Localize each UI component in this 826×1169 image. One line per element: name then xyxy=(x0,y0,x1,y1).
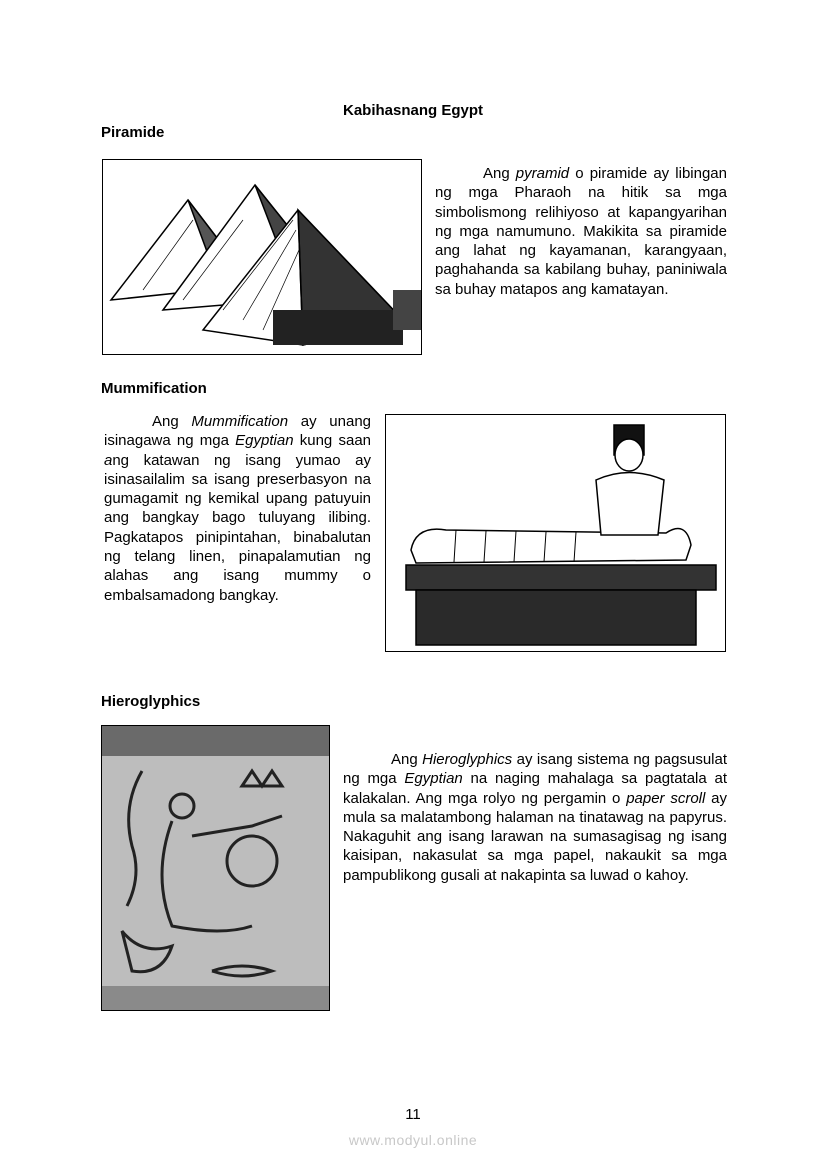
italic-term: paper scroll xyxy=(626,789,706,807)
hieroglyphics-illustration xyxy=(101,725,330,1011)
heading-hieroglyphics: Hieroglyphics xyxy=(101,693,201,710)
text: o piramide ay libingan ng mga Pharaoh na hitik sa mga simbolismong relihiyoso at kapangyarihan ng mga namumuno. Makikita sa piramide ang lahat ng kayamanan, karangyaan, paghahanda sa kabilang buhay, paniniwala sa buhay matapos ang kamatayan. xyxy=(435,165,727,298)
italic-term: Mummification xyxy=(191,413,289,430)
mummification-paragraph xyxy=(104,412,371,605)
heading-mummification: Mummification xyxy=(101,380,207,397)
heading-piramide: Piramide xyxy=(101,124,165,141)
piramide-paragraph xyxy=(435,164,727,299)
italic-term: Egyptian xyxy=(235,432,294,450)
text: ay unang isinagawa ng mga xyxy=(104,413,372,450)
text: ng katawan ng isang yumao ay isinasailalim sa isang preserbasyon na gumagamit ng kemikal upang patuyuin ang bangkay bago tuluyang ilibing. Pagkatapos pinipintahan, binabalutan ng telang linen, pinapalamutian ng alahas ang isang mummy o embalsamadong bangkay. xyxy=(104,451,371,604)
text: Ang xyxy=(391,751,423,768)
hieroglyphics-paragraph xyxy=(343,750,727,885)
text: ay isang sistema ng pagsusulat ng mga xyxy=(343,751,727,788)
text: na naging mahalaga sa pagtatala at kalakalan. Ang mga rolyo ng pergamin o xyxy=(343,770,727,807)
italic-term: Egyptian xyxy=(404,770,463,788)
watermark: www.modyul.online xyxy=(348,1132,478,1148)
text: Ang xyxy=(483,165,516,182)
mummification-illustration xyxy=(385,414,726,652)
page-number: 11 xyxy=(405,1106,421,1123)
italic-term: Hieroglyphics xyxy=(422,751,513,768)
pyramid-illustration xyxy=(102,159,422,355)
text: kung saan xyxy=(293,432,371,450)
italic-term: a xyxy=(104,451,113,469)
page-title: Kabihasnang Egypt xyxy=(342,102,484,119)
text: ay mula sa malatambong halaman na tinatawag na papyrus. Nakaguhit ang isang larawan na sumasagisag ng isang kaisipan, nakasulat sa mga papel, nakaukit sa mga pampublikong gusali at nakapinta sa luwad o kahoy. xyxy=(343,789,727,884)
text: Ang xyxy=(152,413,192,430)
italic-term: pyramid xyxy=(515,165,570,182)
